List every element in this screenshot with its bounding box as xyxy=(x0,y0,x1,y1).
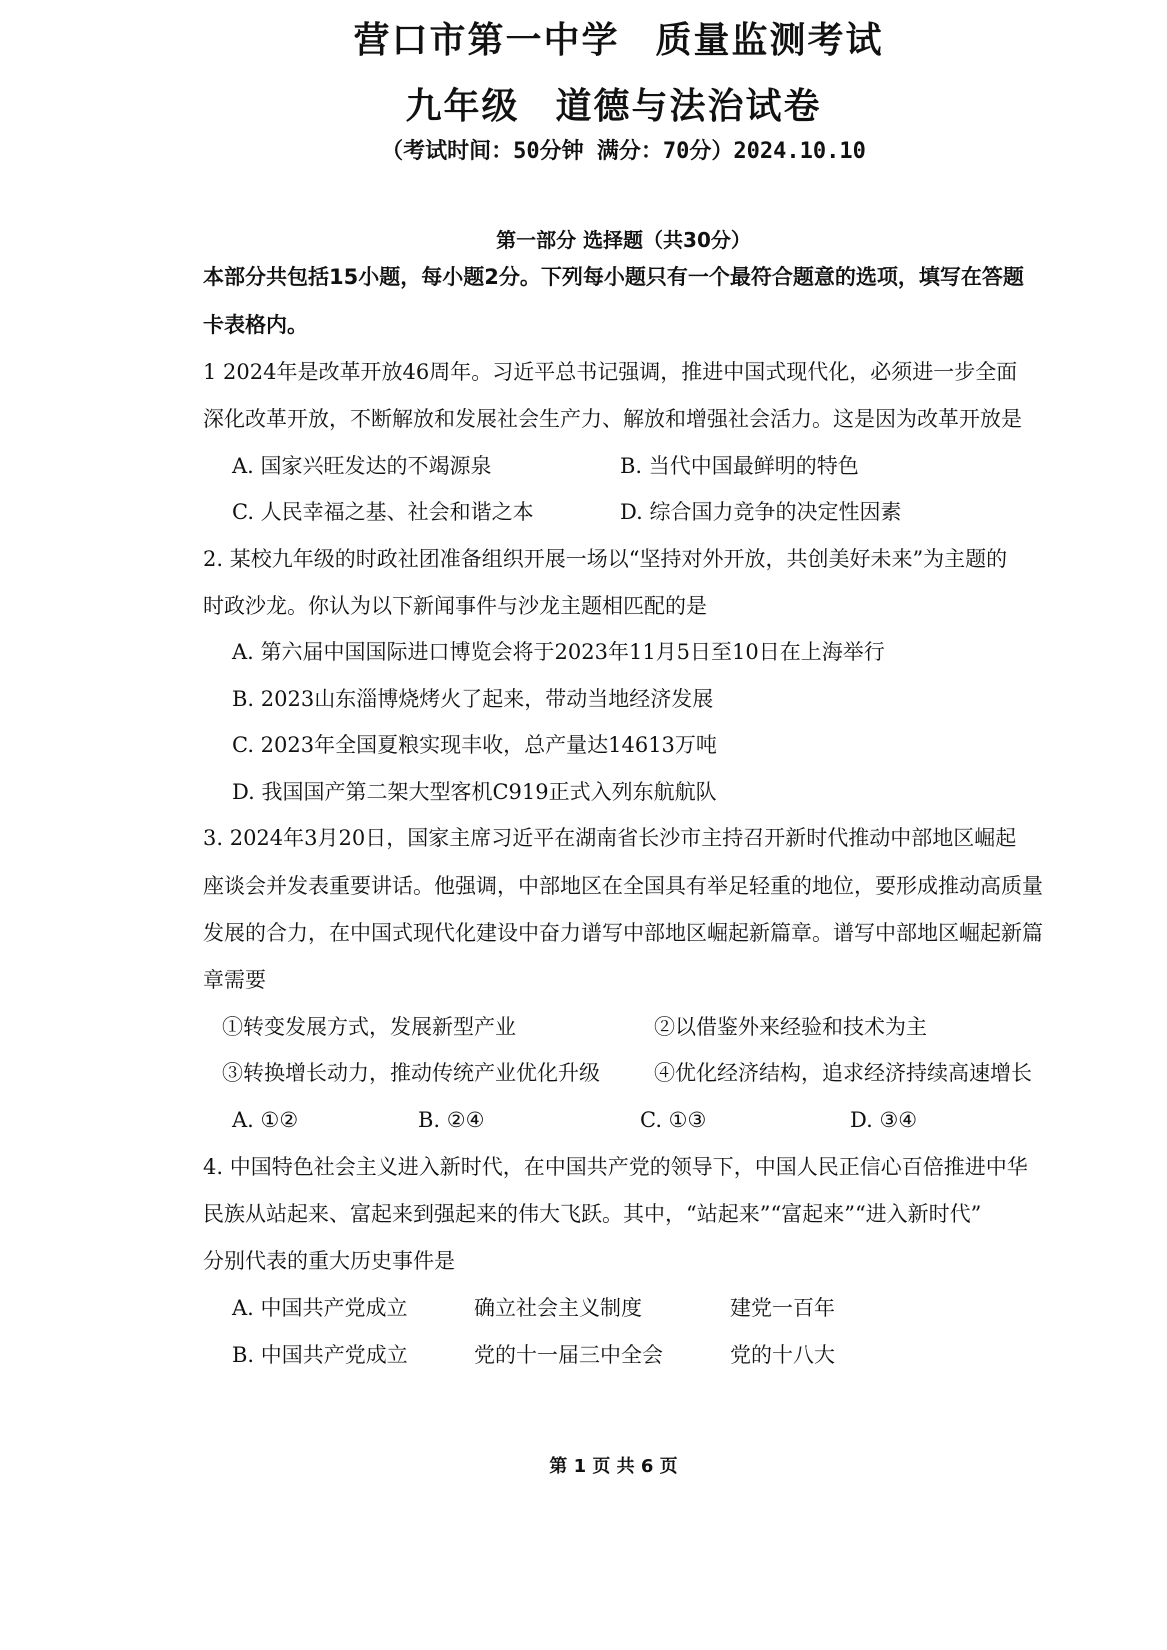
grade-label: 九年级 xyxy=(405,86,520,127)
q3-item-1: ①转变发展方式，发展新型产业 xyxy=(222,1015,516,1039)
school-name: 营口市第一中学 xyxy=(353,20,620,61)
q1-option-a: A. 国家兴旺发达的不竭源泉 xyxy=(232,454,492,478)
q4-stem-line1: 4. 中国特色社会主义进入新时代，在中国共产党的领导下，中国人民正信心百倍推进中华 xyxy=(203,1155,1028,1179)
exam-title-school xyxy=(0,12,1167,63)
exam-title-subject xyxy=(0,78,1167,129)
part1-heading: 第一部分 选择题（共30分） xyxy=(496,228,751,252)
exam-subtitle: （考试时间：50分钟 满分：70分）2024.10.10 xyxy=(381,139,866,164)
q3-item-3: ③转换增长动力，推动传统产业优化升级 xyxy=(222,1061,600,1085)
q2-stem-line2: 时政沙龙。你认为以下新闻事件与沙龙主题相匹配的是 xyxy=(203,594,707,618)
subject-label: 道德与法治试卷 xyxy=(555,86,822,127)
q2-option-c: C. 2023年全国夏粮实现丰收，总产量达14613万吨 xyxy=(232,733,717,757)
part1-instructions-line1: 本部分共包括15小题，每小题2分。下列每小题只有一个最符合题意的选项，填写在答题 xyxy=(203,265,1024,289)
q3-item-2: ②以借鉴外来经验和技术为主 xyxy=(654,1015,927,1039)
q1-option-b: B. 当代中国最鲜明的特色 xyxy=(620,454,859,478)
q4-stem-line3: 分别代表的重大历史事件是 xyxy=(203,1249,455,1273)
page-number: 第 1 页 共 6 页 xyxy=(549,1456,678,1477)
q4-option-a-part1: A. 中国共产党成立 xyxy=(232,1296,408,1320)
q1-stem-line1: 1 2024年是改革开放46周年。习近平总书记强调，推进中国式现代化，必须进一步全面 xyxy=(203,360,1018,384)
q1-option-c: C. 人民幸福之基、社会和谐之本 xyxy=(232,500,534,524)
exam-name: 质量监测考试 xyxy=(655,20,884,61)
q2-stem-line1: 2. 某校九年级的时政社团准备组织开展一场以“坚持对外开放，共创美好未来”为主题的 xyxy=(203,547,1008,571)
q3-stem-line3: 发展的合力，在中国式现代化建设中奋力谱写中部地区崛起新篇章。谱写中部地区崛起新篇 xyxy=(203,921,1043,945)
q4-option-b-part3: 党的十八大 xyxy=(730,1343,835,1367)
q2-option-b: B. 2023山东淄博烧烤火了起来，带动当地经济发展 xyxy=(232,687,714,711)
part1-instructions-line2: 卡表格内。 xyxy=(203,313,308,337)
q4-option-b-part1: B. 中国共产党成立 xyxy=(232,1343,408,1367)
q4-option-a-part2: 确立社会主义制度 xyxy=(474,1296,642,1320)
q2-option-d: D. 我国国产第二架大型客机C919正式入列东航航队 xyxy=(232,780,717,804)
q3-stem-line1: 3. 2024年3月20日，国家主席习近平在湖南省长沙市主持召开新时代推动中部地区崛起 xyxy=(203,826,1017,850)
q4-option-b-part2: 党的十一届三中全会 xyxy=(474,1343,663,1367)
q1-option-d: D. 综合国力竞争的决定性因素 xyxy=(620,500,902,524)
q1-stem-line2: 深化改革开放，不断解放和发展社会生产力、解放和增强社会活力。这是因为改革开放是 xyxy=(203,407,1022,431)
q3-option-b: B. ②④ xyxy=(418,1108,485,1132)
q3-item-4: ④优化经济结构，追求经济持续高速增长 xyxy=(654,1061,1032,1085)
q4-stem-line2: 民族从站起来、富起来到强起来的伟大飞跃。其中，“站起来”“富起来”“进入新时代” xyxy=(203,1202,982,1226)
q3-option-d: D. ③④ xyxy=(850,1108,918,1132)
q3-option-a: A. ①② xyxy=(232,1108,299,1132)
q3-stem-line4: 章需要 xyxy=(203,968,266,992)
q3-option-c: C. ①③ xyxy=(640,1108,707,1132)
q4-option-a-part3: 建党一百年 xyxy=(730,1296,835,1320)
q3-stem-line2: 座谈会并发表重要讲话。他强调，中部地区在全国具有举足轻重的地位，要形成推动高质量 xyxy=(203,874,1043,898)
q2-option-a: A. 第六届中国国际进口博览会将于2023年11月5日至10日在上海举行 xyxy=(232,640,885,664)
